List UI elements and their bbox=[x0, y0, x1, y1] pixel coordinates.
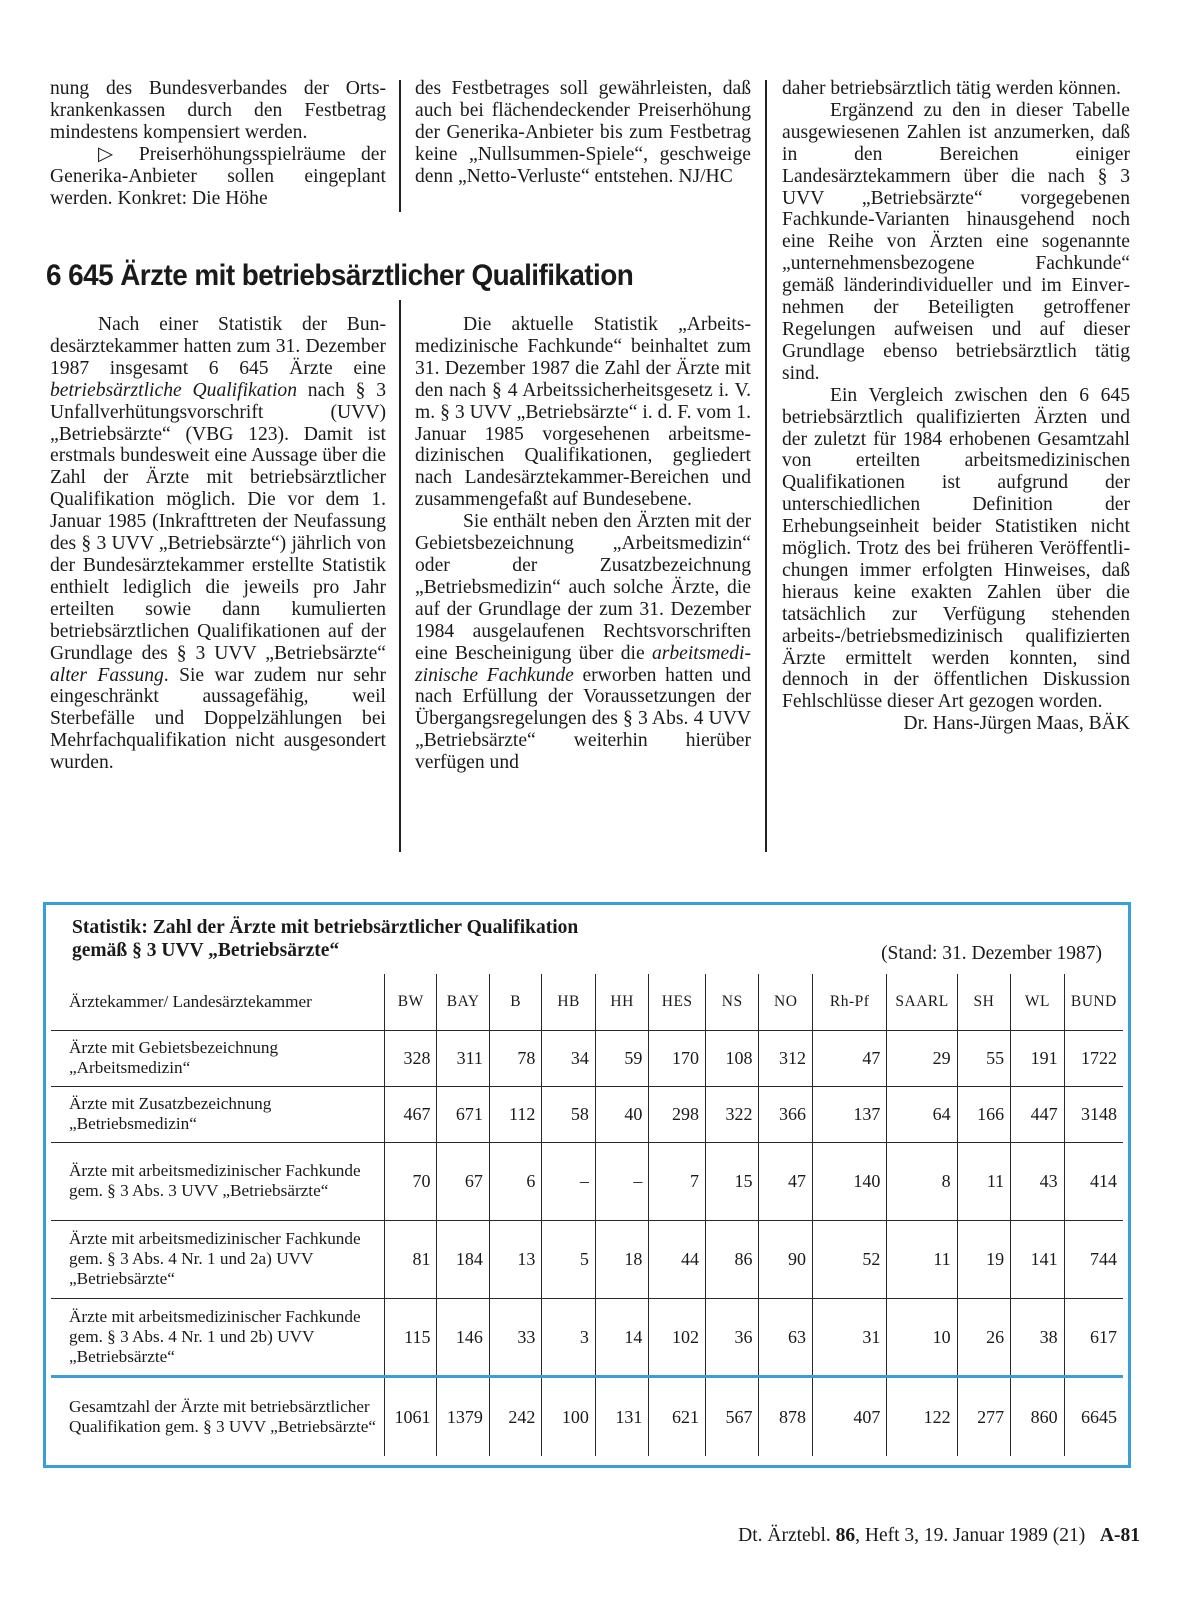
table-column-header: SAARL bbox=[887, 974, 957, 1030]
table-cell: 47 bbox=[812, 1030, 886, 1086]
table-row-label: Ärzte mit arbeitsmedizinischer Fachkunde gem. § 3 Abs. 4 Nr. 1 und 2b) UVV „Betriebsärzte“ bbox=[51, 1298, 385, 1376]
table-cell: 1061 bbox=[385, 1376, 437, 1456]
table-cell: 13 bbox=[489, 1220, 541, 1298]
table-column-header: NO bbox=[759, 974, 812, 1030]
article-paragraph bbox=[415, 511, 751, 774]
text-run: nach § 3 Unfallverhütungsvorschrift (UVV) „Betriebsärzte“ (VBG 123). Damit ist erstmals bundesweit eine Aussage über die Zahl der Ärzte mit betriebsärztlicher Qualifikation möglich. Die vor dem 1. Januar 1985 (Inkrafttreten der Neufassung des § 3 UVV „Betriebsärzte“) jährlich von der Bundesärztekammer erstellte Statistik enthielt lediglich die jeweils pro Jahr erteilten sowie dann kumulierten betriebsärztlichen Qualifikationen auf der Grundlage des § 3 UVV „Betriebsärzte“ bbox=[50, 379, 386, 664]
table-column-header: BUND bbox=[1064, 974, 1123, 1030]
table-cell: 407 bbox=[812, 1376, 886, 1456]
table-row bbox=[51, 1086, 1123, 1142]
table-cell: 90 bbox=[759, 1220, 812, 1298]
article-col1 bbox=[50, 314, 386, 774]
table-cell: – bbox=[595, 1142, 648, 1220]
table-cell: 141 bbox=[1011, 1220, 1064, 1298]
article-paragraph: Ergänzend zu den in dieser Tabelle ausgewiesenen Zahlen ist anzumerken, daß in den Bereichen einiger Landesärztekammern über die nach § 3 UVV „Betriebsärzte“ vorgegebenen Fachkunde-Varianten hinausgehend noch eine Reihe von Ärzten eine sogenannte „unternehmensbezogene Fachkunde“ gemäß länderindividueller und im Einvernehmen der Beteiligten getroffener Regelungen aufweisen und auf dieser Grundlage ebenso betriebsärztlich tätig sind. bbox=[782, 99, 1130, 384]
table-cell: 47 bbox=[759, 1142, 812, 1220]
table-row-label: Gesamtzahl der Ärzte mit betriebsärztlicher Qualifikation gem. § 3 UVV „Betriebsärzte“ bbox=[51, 1376, 385, 1456]
table-cell: 467 bbox=[385, 1086, 437, 1142]
table-row bbox=[51, 1142, 1123, 1220]
table-column-header: SH bbox=[957, 974, 1010, 1030]
table-cell: 311 bbox=[437, 1030, 489, 1086]
table-cell: 1379 bbox=[437, 1376, 489, 1456]
text-run: . Sie war zudem nur sehr eingeschränkt aussagefähig, weil Sterbefälle und Doppelzählungen bei Mehrfachqualifikation nicht ausgesondert wurden. bbox=[50, 664, 386, 774]
footer-page-number: A-81 bbox=[1099, 1525, 1140, 1546]
statistics-date: (Stand: 31. Dezember 1987) bbox=[881, 943, 1102, 964]
table-cell: 322 bbox=[705, 1086, 758, 1142]
table-cell: 137 bbox=[812, 1086, 886, 1142]
column-divider bbox=[399, 300, 401, 852]
previous-article-col1 bbox=[50, 78, 386, 209]
table-cell: 81 bbox=[385, 1220, 437, 1298]
table-cell: 64 bbox=[887, 1086, 957, 1142]
table-cell: 10 bbox=[887, 1298, 957, 1376]
article-paragraph bbox=[50, 314, 386, 774]
article-paragraph: Ein Vergleich zwischen den 6 645 betriebsärztlich qualifizierten Ärzten und der zuletzt für 1984 erhobenen Gesamtzahl von erteilten arbeitsmedizinischen Qualifikationen ist aufgrund der unterschiedlichen Definition der Erhebungseinheit beider Statistiken nicht möglich. Trotz des bei früheren Veröffentlichungen immer erfolgten Hinweises, daß hieraus keine exakten Zahlen über die tatsächlich zur Verfügung stehenden arbeits-/betriebsmedizinisch qualifizierten Ärzte ermittelt werden konnten, sind dennoch in der öffentlichen Diskussion Fehlschlüsse dieser Art gezogen worden. bbox=[782, 384, 1130, 713]
table-cell: 1722 bbox=[1064, 1030, 1123, 1086]
table-cell: 671 bbox=[437, 1086, 489, 1142]
article-col3 bbox=[782, 78, 1130, 735]
table-cell: 7 bbox=[649, 1142, 706, 1220]
table-cell: 617 bbox=[1064, 1298, 1123, 1376]
column-divider bbox=[399, 80, 401, 212]
table-row-label: Ärzte mit Zusatzbezeichnung „Betriebsmedizin“ bbox=[51, 1086, 385, 1142]
footer-volume: 86 bbox=[835, 1525, 856, 1546]
table-column-header: NS bbox=[705, 974, 758, 1030]
previous-article-text: des Festbetrages soll gewährleisten, daß auch bei flächendeckender Preiserhöhung der Generika-Anbieter bis zum Festbetrag keine „Nullsummen-Spiele“, geschweige denn „Netto-Verluste“ entstehen. NJ/HC bbox=[415, 78, 751, 187]
table-cell: 146 bbox=[437, 1298, 489, 1376]
table-row bbox=[51, 1220, 1123, 1298]
article-paragraph: daher betriebsärztlich tätig werden können. bbox=[782, 78, 1121, 99]
table-cell: 29 bbox=[887, 1030, 957, 1086]
table-cell: 131 bbox=[595, 1376, 648, 1456]
text-run: erworben hatten und nach Erfüllung der Voraussetzungen der Übergangsregelungen des § 3 Abs. 4 UVV „Betriebsärzte“ weiterhin hierüber verfügen und bbox=[415, 664, 751, 774]
table-cell: 166 bbox=[957, 1086, 1010, 1142]
previous-article-text: ▷ Preiserhöhungsspielräume der Generika-Anbieter sollen eingeplant werden. Konkret: Die Höhe bbox=[50, 143, 386, 209]
table-column-header: BW bbox=[385, 974, 437, 1030]
table-cell: 621 bbox=[649, 1376, 706, 1456]
table-column-header: B bbox=[489, 974, 541, 1030]
table-cell: 170 bbox=[649, 1030, 706, 1086]
table-cell: 38 bbox=[1011, 1298, 1064, 1376]
table-cell: 34 bbox=[542, 1030, 595, 1086]
table-cell: 36 bbox=[705, 1298, 758, 1376]
text-run-italic: betriebsärztliche Qualifikation bbox=[50, 379, 297, 401]
table-cell: 52 bbox=[812, 1220, 886, 1298]
statistics-table bbox=[51, 974, 1123, 1456]
table-cell: 312 bbox=[759, 1030, 812, 1086]
table-column-header: WL bbox=[1011, 974, 1064, 1030]
table-cell: 242 bbox=[489, 1376, 541, 1456]
table-cell: 447 bbox=[1011, 1086, 1064, 1142]
article-author: Dr. Hans-Jürgen Maas, BÄK bbox=[903, 713, 1130, 735]
table-cell: 78 bbox=[489, 1030, 541, 1086]
table-cell: 184 bbox=[437, 1220, 489, 1298]
table-cell: 33 bbox=[489, 1298, 541, 1376]
table-row-label: Ärzte mit Gebietsbezeichnung „Arbeitsmedizin“ bbox=[51, 1030, 385, 1086]
table-row bbox=[51, 1030, 1123, 1086]
previous-article-col2 bbox=[415, 78, 751, 188]
article-paragraph: Die aktuelle Statistik „Arbeitsmedizinische Fachkunde“ beinhaltet zum 31. Dezember 1987 die Zahl der Ärzte mit den nach § 4 Arbeitssicherheitsgesetz i. V. m. § 3 UVV „Betriebsärzte“ i. d. F. vom 1. Januar 1985 vorgesehenen arbeitsmedizinischen Qualifikationen, gegliedert nach Landesärztekammer-Bereichen und zusammengefaßt auf Bundesebene. bbox=[415, 314, 751, 511]
table-cell: 366 bbox=[759, 1086, 812, 1142]
text-run: Nach einer Statistik der Bundesärztekammer hatten zum 31. Dezember 1987 insgesamt 6 645 Ärzte eine bbox=[50, 314, 386, 379]
column-divider bbox=[765, 80, 767, 852]
table-cell: 14 bbox=[595, 1298, 648, 1376]
table-cell: 43 bbox=[1011, 1142, 1064, 1220]
footer-journal: Dt. Ärztebl. bbox=[738, 1525, 831, 1546]
table-cell: 63 bbox=[759, 1298, 812, 1376]
previous-article-text: nung des Bundesverbandes der Ortskrankenkassen durch den Festbetrag mindestens kompensiert werden. bbox=[50, 78, 386, 143]
table-cell: 878 bbox=[759, 1376, 812, 1456]
table-cell: 18 bbox=[595, 1220, 648, 1298]
table-cell: 414 bbox=[1064, 1142, 1123, 1220]
table-cell: 15 bbox=[705, 1142, 758, 1220]
table-cell: 31 bbox=[812, 1298, 886, 1376]
table-cell: 860 bbox=[1011, 1376, 1064, 1456]
table-column-header: HH bbox=[595, 974, 648, 1030]
table-cell: 59 bbox=[595, 1030, 648, 1086]
table-cell: 115 bbox=[385, 1298, 437, 1376]
table-cell: 277 bbox=[957, 1376, 1010, 1456]
table-cell: 140 bbox=[812, 1142, 886, 1220]
statistics-title-line: gemäß § 3 UVV „Betriebsärzte“ bbox=[72, 940, 340, 961]
table-header-row bbox=[51, 974, 1123, 1030]
table-cell: 86 bbox=[705, 1220, 758, 1298]
table-cell: 19 bbox=[957, 1220, 1010, 1298]
table-cell: 744 bbox=[1064, 1220, 1123, 1298]
table-cell: 58 bbox=[542, 1086, 595, 1142]
table-cell: 11 bbox=[957, 1142, 1010, 1220]
article-col2 bbox=[415, 314, 751, 774]
table-cell: 100 bbox=[542, 1376, 595, 1456]
page-footer bbox=[580, 1524, 1140, 1548]
table-cell: 102 bbox=[649, 1298, 706, 1376]
text-run-italic: arbeitsmedizinische Fachkunde bbox=[415, 642, 751, 686]
table-cell: 67 bbox=[437, 1142, 489, 1220]
table-column-header: BAY bbox=[437, 974, 489, 1030]
table-row bbox=[51, 1298, 1123, 1376]
text-run: Sie enthält neben den Ärzten mit der Gebietsbezeichnung „Arbeitsmedizin“ oder der Zusatzbezeichnung „Betriebsmedizin“ auch solche Ärzte, die auf der Grundlage der zum 31. Dezember 1984 ausgelaufenen Rechtsvorschriften eine Bescheinigung über die bbox=[415, 511, 751, 664]
table-cell: 112 bbox=[489, 1086, 541, 1142]
table-cell: 55 bbox=[957, 1030, 1010, 1086]
statistics-title bbox=[72, 916, 692, 962]
table-cell: 40 bbox=[595, 1086, 648, 1142]
table-cell: 567 bbox=[705, 1376, 758, 1456]
table-cell: – bbox=[542, 1142, 595, 1220]
footer-issue: , Heft 3, 19. Januar 1989 (21) bbox=[855, 1525, 1086, 1546]
table-cell: 6645 bbox=[1064, 1376, 1123, 1456]
table-column-header: Rh-Pf bbox=[812, 974, 886, 1030]
table-cell: 44 bbox=[649, 1220, 706, 1298]
table-corner-label: Ärztekammer/ Landesärztekammer bbox=[51, 974, 385, 1030]
text-run-italic: alter Fassung bbox=[50, 664, 164, 686]
table-cell: 108 bbox=[705, 1030, 758, 1086]
table-cell: 328 bbox=[385, 1030, 437, 1086]
table-cell: 6 bbox=[489, 1142, 541, 1220]
table-column-header: HES bbox=[649, 974, 706, 1030]
table-row-label: Ärzte mit arbeitsmedizinischer Fachkunde gem. § 3 Abs. 3 UVV „Betriebsärzte“ bbox=[51, 1142, 385, 1220]
article-headline: 6 645 Ärzte mit betriebsärztlicher Qualifikation bbox=[46, 259, 634, 292]
table-cell: 11 bbox=[887, 1220, 957, 1298]
table-cell: 3148 bbox=[1064, 1086, 1123, 1142]
table-cell: 298 bbox=[649, 1086, 706, 1142]
table-row-label: Ärzte mit arbeitsmedizinischer Fachkunde gem. § 3 Abs. 4 Nr. 1 und 2a) UVV „Betriebsärzte“ bbox=[51, 1220, 385, 1298]
statistics-title-line: Statistik: Zahl der Ärzte mit betriebsärztlicher Qualifikation bbox=[72, 917, 579, 938]
table-total-row bbox=[51, 1376, 1123, 1456]
table-cell: 5 bbox=[542, 1220, 595, 1298]
table-cell: 70 bbox=[385, 1142, 437, 1220]
table-cell: 191 bbox=[1011, 1030, 1064, 1086]
table-column-header: HB bbox=[542, 974, 595, 1030]
table-cell: 122 bbox=[887, 1376, 957, 1456]
table-cell: 8 bbox=[887, 1142, 957, 1220]
table-cell: 3 bbox=[542, 1298, 595, 1376]
table-cell: 26 bbox=[957, 1298, 1010, 1376]
